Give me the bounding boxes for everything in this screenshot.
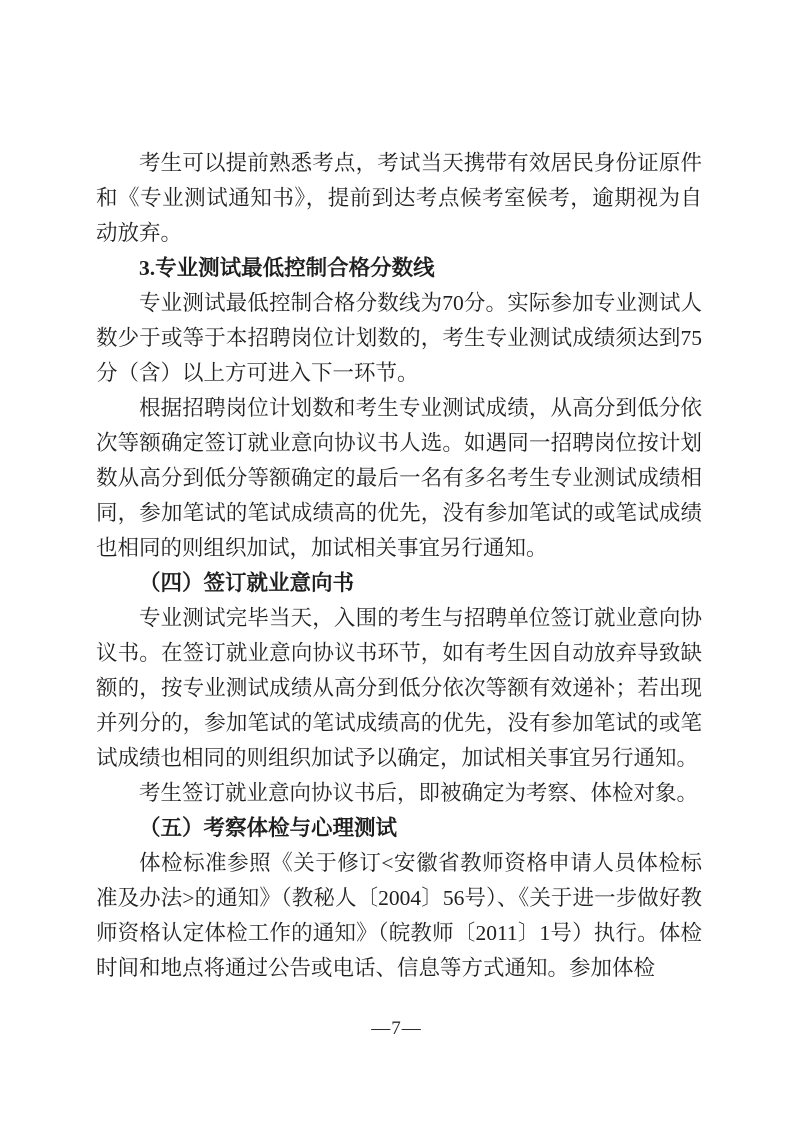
paragraph-agreement-signing-rules: 专业测试完毕当天，入围的考生与招聘单位签订就业意向协议书。在签订就业意向协议书环节，如有考生因自动放弃导致缺额的，按专业测试成绩从高分到低分依次等额有效递补；若出现并列分的，参加笔试的笔试成绩高的优先，没有参加笔试的或笔试成绩也相同的则组织加试予以确定，加试相关事宜另行通知。 [96, 606, 702, 770]
paragraph-passing-score-rules: 专业测试最低控制合格分数线为70分。实际参加专业测试人数少于或等于本招聘岗位计划数的，考生专业测试成绩须达到75分（含）以上方可进入下一环节。 [96, 291, 702, 385]
paragraph-inspection-candidates: 考生签订就业意向协议书后，即被确定为考察、体检对象。 [139, 781, 699, 805]
paragraph-ranking-rules: 根据招聘岗位计划数和考生专业测试成绩，从高分到低分依次等额确定签订就业意向协议书人选。如遇同一招聘岗位按计划数从高分到低分等额确定的最后一名有多名考生专业测试成绩相同，参加笔试的笔试成绩高的优先，没有参加笔试的或笔试成绩也相同的则组织加试，加试相关事宜另行通知。 [96, 396, 702, 560]
heading-employment-agreement: （四）签订就业意向书 [139, 571, 355, 595]
paragraph-physical-exam-standards: 体检标准参照《关于修订<安徽省教师资格申请人员体检标准及办法>的通知》（教秘人〔2004〕56号）、《关于进一步做好教师资格认定体检工作的通知》（皖教师〔2011〕1号）执行。体检时间和地点将通过公告或电话、信息等方式通知。参加体检 [96, 851, 702, 980]
document-body [96, 146, 702, 986]
paragraph-exam-site-notice: 考生可以提前熟悉考点，考试当天携带有效居民身份证原件和《专业测试通知书》，提前到达考点候考室候考，逾期视为自动放弃。 [96, 151, 702, 245]
heading-physical-exam: （五）考察体检与心理测试 [139, 816, 398, 840]
heading-min-passing-score: 3.专业测试最低控制合格分数线 [139, 256, 435, 280]
page-number: —7— [371, 1018, 422, 1039]
